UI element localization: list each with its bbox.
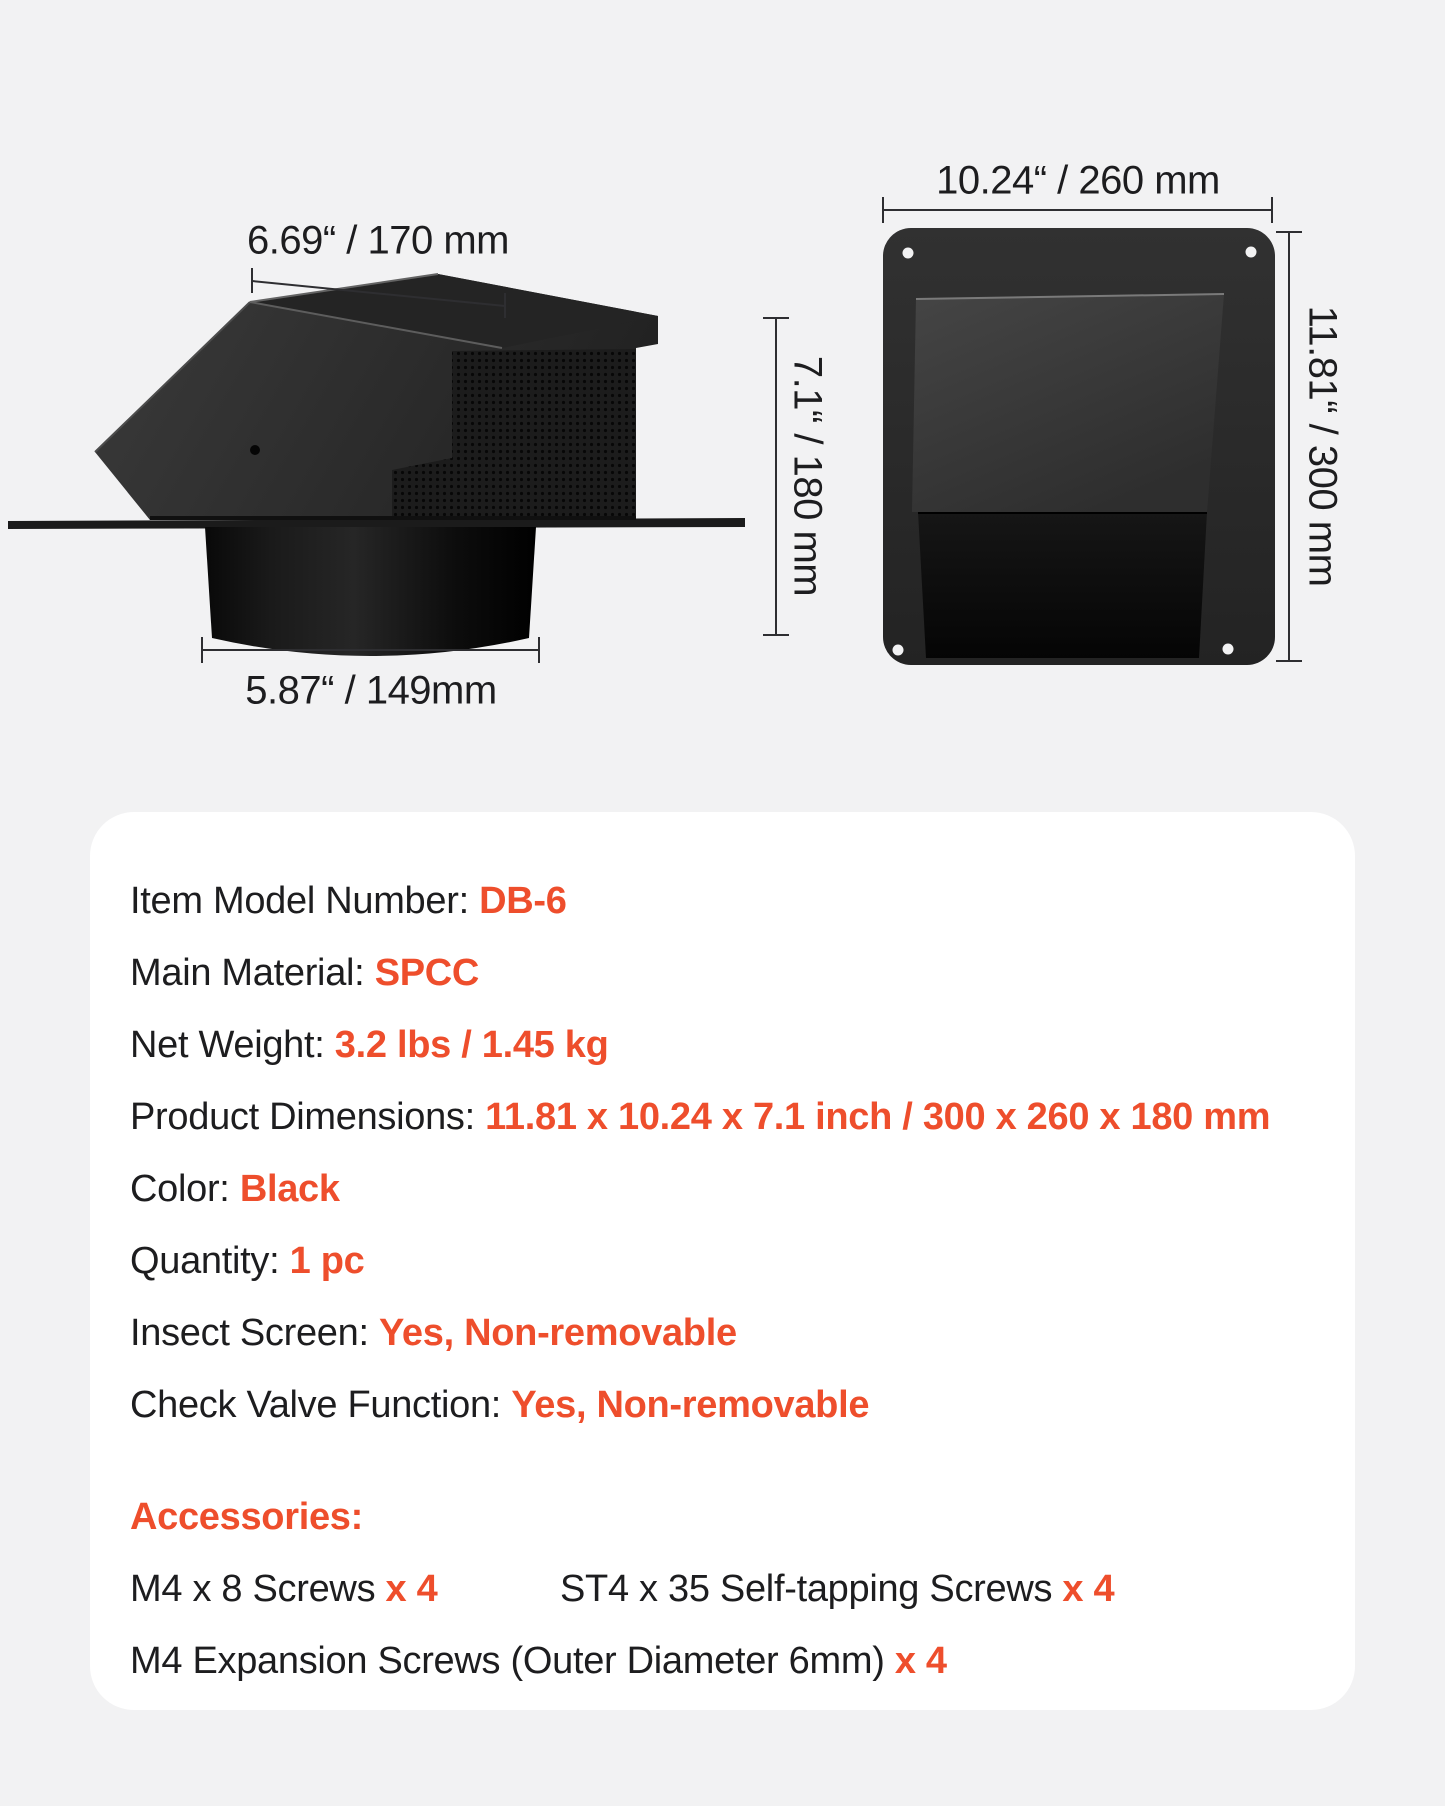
- side-screw-icon: [250, 445, 260, 455]
- spec-value: SPCC: [374, 952, 480, 994]
- front-view-width-label: 10.24“ / 260 mm: [936, 158, 1220, 203]
- spec-row-weight: [130, 1009, 1310, 1081]
- spec-label: Color:: [130, 1168, 240, 1210]
- accessory-label: M4 x 8 Screws: [130, 1568, 376, 1610]
- screw-hole-icon: [1246, 247, 1257, 258]
- side-view-height-label: 7.1“ / 180 mm: [785, 355, 830, 597]
- spec-row-material: [130, 937, 1310, 1009]
- spec-row-quantity: [130, 1225, 1310, 1297]
- spec-label: Product Dimensions:: [130, 1096, 486, 1138]
- spec-value: 1 pc: [289, 1240, 365, 1282]
- side-view-diameter-label: 5.87“ / 149mm: [245, 668, 497, 713]
- spec-value: Yes, Non-removable: [511, 1384, 870, 1426]
- side-view-width-label: 6.69“ / 170 mm: [246, 218, 510, 263]
- accessory-label: M4 Expansion Screws (Outer Diameter 6mm): [130, 1640, 885, 1682]
- spec-row-insect-screen: [130, 1297, 1310, 1369]
- accessory-item: [560, 1568, 1114, 1610]
- spec-value: 3.2 lbs / 1.45 kg: [334, 1024, 609, 1066]
- accessories-header: Accessories:: [130, 1496, 363, 1538]
- accessory-qty: x 4: [1052, 1568, 1115, 1610]
- screw-hole-icon: [1223, 644, 1234, 655]
- accessories-row-2: [130, 1625, 1310, 1697]
- spec-value: 11.81 x 10.24 x 7.1 inch / 300 x 260 x 180 mm: [485, 1096, 1271, 1138]
- front-view-illustration: [883, 228, 1275, 665]
- spec-label: Net Weight:: [130, 1024, 335, 1066]
- spec-row-check-valve: [130, 1369, 1310, 1441]
- spec-label: Item Model Number:: [130, 880, 480, 922]
- spec-row-model: [130, 865, 1310, 937]
- spec-value: DB-6: [479, 880, 567, 922]
- side-duct-collar: [205, 527, 536, 656]
- spec-row-dimensions: [130, 1081, 1310, 1153]
- front-hood-opening: [918, 512, 1207, 658]
- accessories-row-1: [130, 1553, 1310, 1625]
- spec-label: Main Material:: [130, 952, 375, 994]
- spec-label: Insect Screen:: [130, 1312, 379, 1354]
- accessory-qty: x 4: [884, 1640, 947, 1682]
- front-hood-cover: [912, 294, 1224, 512]
- spec-label: Check Valve Function:: [130, 1384, 512, 1426]
- accessory-qty: x 4: [375, 1568, 438, 1610]
- side-view-illustration: [8, 274, 745, 656]
- product-diagram-illustration: [0, 0, 1445, 730]
- spec-value: Yes, Non-removable: [378, 1312, 737, 1354]
- spec-row-color: [130, 1153, 1310, 1225]
- accessory-item: [130, 1553, 560, 1625]
- spec-card: [90, 812, 1355, 1710]
- spec-list: [130, 865, 1310, 1697]
- spec-label: Quantity:: [130, 1240, 290, 1282]
- accessory-label: ST4 x 35 Self-tapping Screws: [560, 1568, 1053, 1610]
- spec-value: Black: [239, 1168, 340, 1210]
- accessory-item: [130, 1640, 947, 1682]
- screw-hole-icon: [903, 248, 914, 259]
- screw-hole-icon: [893, 645, 904, 656]
- front-view-height-label: 11.81“ / 300 mm: [1300, 305, 1345, 587]
